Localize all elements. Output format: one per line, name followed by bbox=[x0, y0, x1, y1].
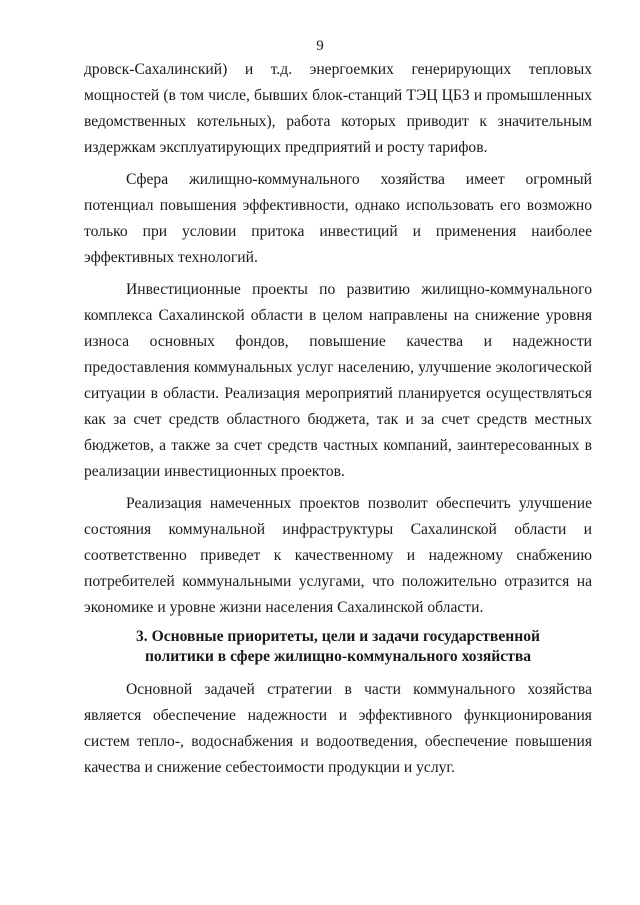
paragraph-main-task: Основной задачей стратегии в части коммунального хозяйства является обеспечение надежности и эффективного функционирования систем тепло-, водоснабжения и водоотведения, обеспечение повышения качества и снижение себестоимости продукции и услуг. bbox=[84, 681, 592, 776]
section-body bbox=[84, 677, 592, 781]
section-heading bbox=[84, 627, 592, 667]
section-heading-line-1: 3. Основные приоритеты, цели и задачи государственной bbox=[135, 628, 541, 645]
section-heading-line-2: политики в сфере жилищно-коммунального хозяйства bbox=[144, 648, 532, 665]
body-text bbox=[84, 57, 592, 621]
paragraph-investment-projects: Инвестиционные проекты по развитию жилищно-коммунального комплекса Сахалинской области в целом направлены на снижение уровня износа основных фондов, повышение качества и надежности предоставления коммунальных услуг населению, улучшение экологической ситуации в области. Реализация мероприятий планируется осуществляться как за счет средств областного бюджета, так и за счет средств местных бюджетов, а также за счет средств частных компаний, заинтересованных в реализации инвестиционных проектов. bbox=[84, 281, 592, 480]
page-number: 9 bbox=[316, 38, 324, 54]
paragraph-implementation: Реализация намеченных проектов позволит обеспечить улучшение состояния коммунальной инфраструктуры Сахалинской области и соответственно приведет к качественному и надежному снабжению потребителей коммунальными услугами, что положительно отразится на экономике и уровне жизни населения Сахалинской области. bbox=[84, 495, 592, 616]
paragraph-continuation: дровск-Сахалинский) и т.д. энергоемких генерирующих тепловых мощностей (в том числе, бывших блок-станций ТЭЦ ЦБЗ и промышленных ведомственных котельных), работа которых приводит к значительным издержкам эксплуатирующих предприятий и росту тарифов. bbox=[84, 61, 592, 156]
paragraph-potential: Сфера жилищно-коммунального хозяйства имеет огромный потенциал повышения эффективности, однако использовать его возможно только при условии притока инвестиций и применения наиболее эффективных технологий. bbox=[84, 171, 592, 266]
